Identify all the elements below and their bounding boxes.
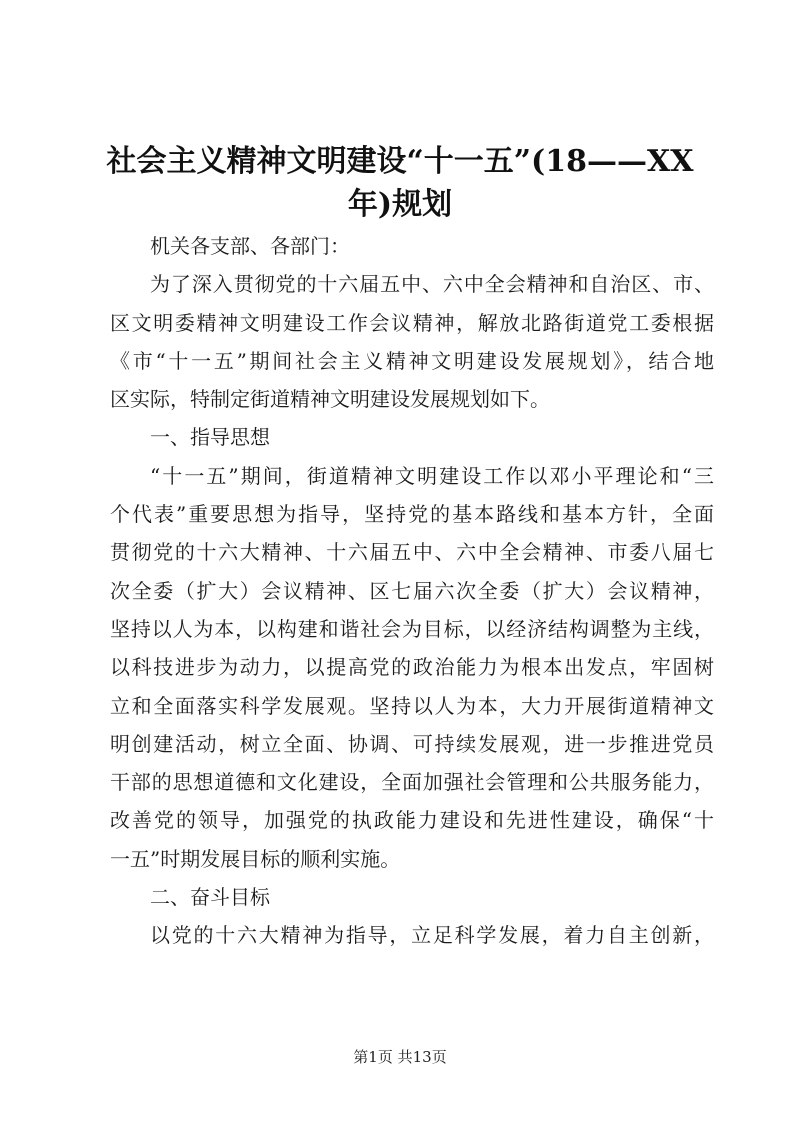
text-line: 干部的思想道德和文化建设，全面加强社会管理和公共服务能力， — [110, 770, 714, 795]
text-line: 以科技进步为动力，以提高党的政治能力为根本出发点，牢固树 — [110, 655, 714, 680]
text-line: 为了深入贯彻党的十六届五中、六中全会精神和自治区、市、 — [150, 272, 714, 297]
text-line: 立和全面落实科学发展观。坚持以人为本，大力开展街道精神文 — [110, 693, 714, 718]
text-line: 明创建活动，树立全面、协调、可持续发展观，进一步推进党员 — [110, 731, 714, 756]
text-line: 坚持以人为本，以构建和谐社会为目标，以经济结构调整为主线， — [110, 616, 714, 641]
document-body — [110, 227, 714, 955]
text-line: 一五”时期发展目标的顺利实施。 — [110, 846, 401, 871]
text-line: “十一五”期间，街道精神文明建设工作以邓小平理论和“三 — [150, 463, 714, 488]
text-line: 二、奋斗目标 — [150, 885, 270, 910]
text-line: 改善党的领导，加强党的执政能力建设和先进性建设，确保“十 — [110, 808, 714, 833]
title-line: 社会主义精神文明建设“十一五”(18——XX — [106, 144, 694, 179]
text-line: 《市“十一五”期间社会主义精神文明建设发展规划》，结合地 — [110, 348, 714, 373]
title-line: 年)规划 — [347, 187, 453, 222]
text-line: 次全委（扩大）会议精神、区七届六次全委（扩大）会议精神， — [110, 578, 714, 603]
document-title — [90, 140, 710, 226]
text-line: 以党的十六大精神为指导，立足科学发展，着力自主创新， — [150, 923, 714, 948]
text-line: 区实际，特制定街道精神文明建设发展规划如下。 — [110, 387, 550, 412]
text-line: 贯彻党的十六大精神、十六届五中、六中全会精神、市委八届七 — [110, 540, 714, 565]
text-line: 机关各支部、各部门： — [150, 234, 350, 258]
text-line: 个代表”重要思想为指导，坚持党的基本路线和基本方针，全面 — [110, 502, 714, 527]
text-line: 区文明委精神文明建设工作会议精神，解放北路街道党工委根据 — [110, 310, 714, 335]
text-line: 一、指导思想 — [150, 425, 270, 450]
page-footer: 第1页 共13页 — [353, 1048, 447, 1066]
